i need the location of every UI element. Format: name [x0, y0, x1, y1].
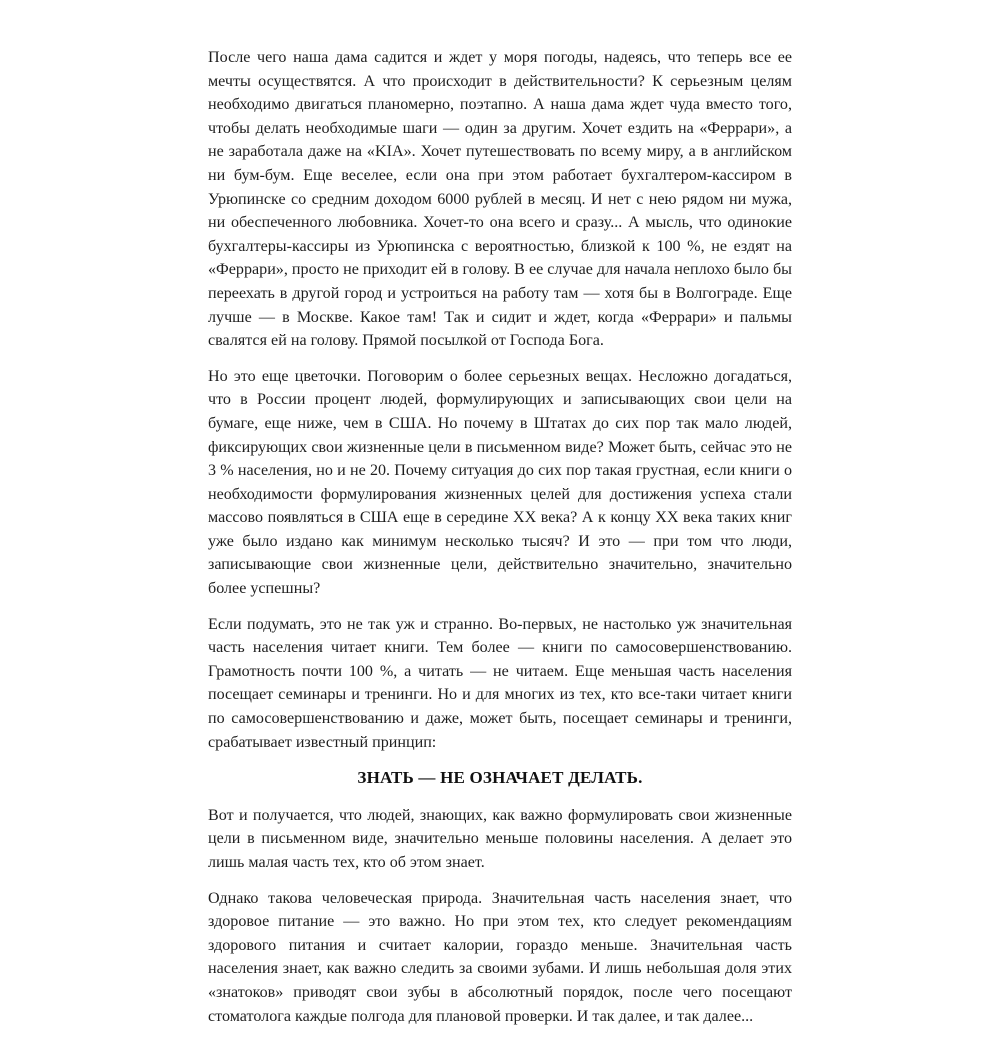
section-heading: ЗНАТЬ — НЕ ОЗНАЧАЕТ ДЕЛАТЬ. [357, 768, 643, 788]
paragraph-goals-statistics: Но это еще цветочки. Поговорим о более серьезных вещах. Несложно догадаться, что в России процент людей, формулирующих и записывающих свои цели на бумаге, еще ниже, чем в США. Но почему в Штатах до сих пор так мало людей, фиксирующих свои жизненные цели в письменном виде? Может быть, сейчас это не 3 % населения, но и не 20. Почему ситуация до сих пор такая грустная, если книги о необходимости формулирования жизненных целей для достижения успеха стали массово появляться в США еще в середине XX века? А к концу XX века таких книг уже было издано как минимум несколько тысяч? И это — при том что люди, записывающие свои жизненные цели, действительно значительно, значительно более успешны? [208, 367, 792, 598]
paragraph-knowing-people: Вот и получается, что людей, знающих, как важно формулировать свои жизненные цели в письменном виде, значительно меньше половины населения. А делает это лишь малая часть тех, кто об этом знает. [208, 806, 792, 871]
paragraph-dama-waits: После чего наша дама садится и ждет у моря погоды, надеясь, что теперь все ее мечты осуществятся. А что происходит в действительности? К серьезным целям необходимо двигаться планомерно, поэтапно. А наша дама ждет чуда вместо того, чтобы делать необходимые шаги — один за другим. Хочет ездить на «Феррари», а не заработала даже на «KIA». Хочет путешествовать по всему миру, а в английском ни бум-бум. Еще веселее, если она при этом работает бухгалтером-кассиром в Урюпинске со средним доходом 6000 рублей в месяц. И нет с нею рядом ни мужа, ни обеспеченного любовника. Хочет-то она всего и сразу... А мысль, что одинокие бухгалтеры-кассиры из Урюпинска с вероятностью, близкой к 100 %, не ездят на «Феррари», просто не приходит ей в голову. В ее случае для начала неплохо было бы переехать в другой город и устроиться на работу там — хотя бы в Волгограде. Еще лучше — в Москве. Какое там! Так и сидит и ждет, когда «Феррари» и пальмы свалятся ей на голову. Прямой посылкой от Господа Бога. [208, 49, 792, 350]
document-page [208, 46, 792, 1040]
paragraph-reading-population: Если подумать, это не так уж и странно. Во-первых, не настолько уж значительная часть населения читает книги. Тем более — книги по самосовершенствованию. Грамотность почти 100 %, а читать — не читаем. Еще меньшая часть населения посещает семинары и тренинги. Но и для многих из тех, кто все-таки читает книги по самосовершенствованию и даже, может быть, посещает семинары и тренинги, срабатывает известный принцип: [208, 615, 792, 751]
paragraph-human-nature: Однако такова человеческая природа. Значительная часть населения знает, что здоровое питание — это важно. Но при этом тех, кто следует рекомендациям здорового питания и считает калории, гораздо меньше. Значительная часть населения знает, как важно следить за своими зубами. И лишь небольшая доля этих «знатоков» приводят свои зубы в абсолютный порядок, после чего посещают стоматолога каждые полгода для плановой проверки. И так далее, и так далее... [208, 889, 792, 1025]
